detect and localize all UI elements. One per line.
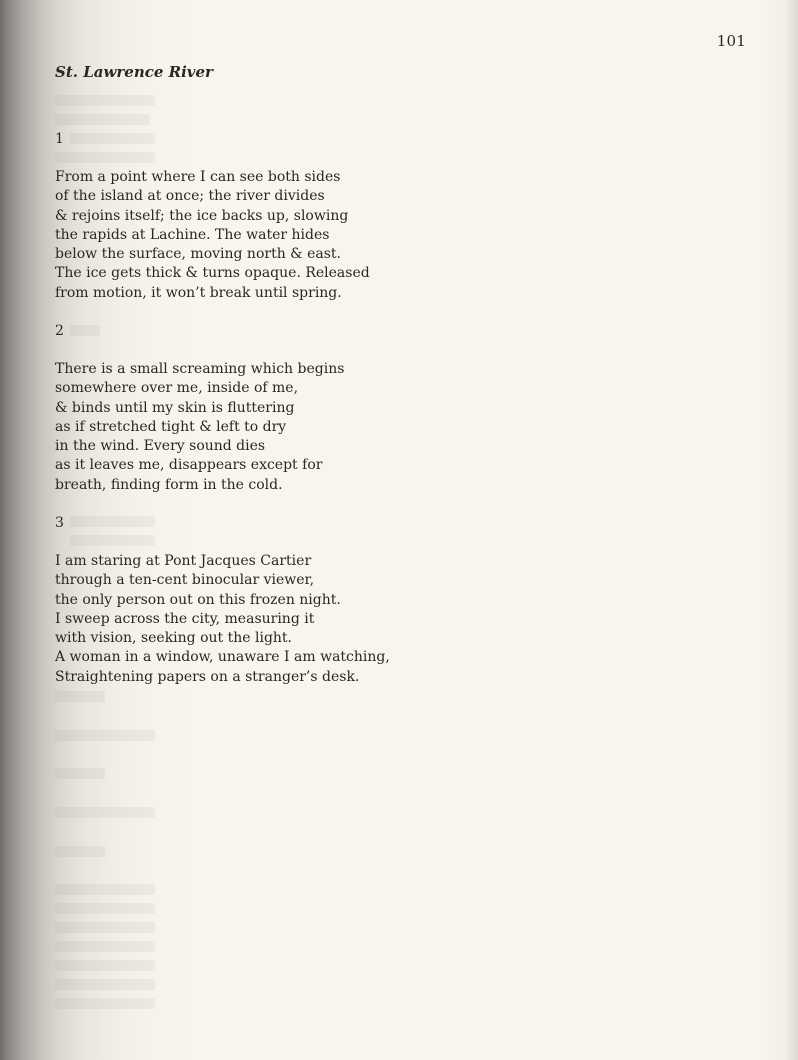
poem-section-3 <box>55 514 475 687</box>
stanza <box>55 552 475 687</box>
poem-line: as it leaves me, disappears except for <box>55 457 323 474</box>
poem-line: somewhere over me, inside of me, <box>55 380 299 397</box>
poem-line: A woman in a window, unaware I am watching, <box>55 649 390 666</box>
poem-line: through a ten-cent binocular viewer, <box>55 572 315 589</box>
poem-line: from motion, it won’t break until spring. <box>55 284 342 301</box>
poem-line: & rejoins itself; the ice backs up, slowing <box>55 207 349 224</box>
poem-line: & binds until my skin is fluttering <box>55 399 295 416</box>
stanza <box>55 168 475 303</box>
poem-line: with vision, seeking out the light. <box>55 630 293 647</box>
poem-line: the only person out on this frozen night. <box>55 591 341 608</box>
poem-line: the rapids at Lachine. The water hides <box>55 226 330 243</box>
poem-line: Straightening papers on a stranger’s desk. <box>55 668 360 685</box>
poem-line: The ice gets thick & turns opaque. Released <box>55 265 370 282</box>
poem-section-1 <box>55 130 475 303</box>
poem-line: There is a small screaming which begins <box>55 361 345 377</box>
poem-line: as if stretched tight & left to dry <box>55 418 287 435</box>
section-number: 3 <box>55 515 64 531</box>
stanza <box>55 360 475 495</box>
poem-line: From a point where I can see both sides <box>55 169 341 185</box>
section-number: 1 <box>55 131 64 147</box>
poem-line: of the island at once; the river divides <box>55 188 325 205</box>
poem-title: St. Lawrence River <box>55 63 213 81</box>
poem-section-2 <box>55 322 475 495</box>
poem-line: below the surface, moving north & east. <box>55 246 341 263</box>
poem-line: I sweep across the city, measuring it <box>55 610 315 627</box>
section-number: 2 <box>55 323 64 339</box>
poem-line: in the wind. Every sound dies <box>55 438 266 455</box>
poem-line: I am staring at Pont Jacques Cartier <box>55 553 312 569</box>
poem-line: breath, finding form in the cold. <box>55 476 283 493</box>
page-number: 101 <box>716 32 746 50</box>
